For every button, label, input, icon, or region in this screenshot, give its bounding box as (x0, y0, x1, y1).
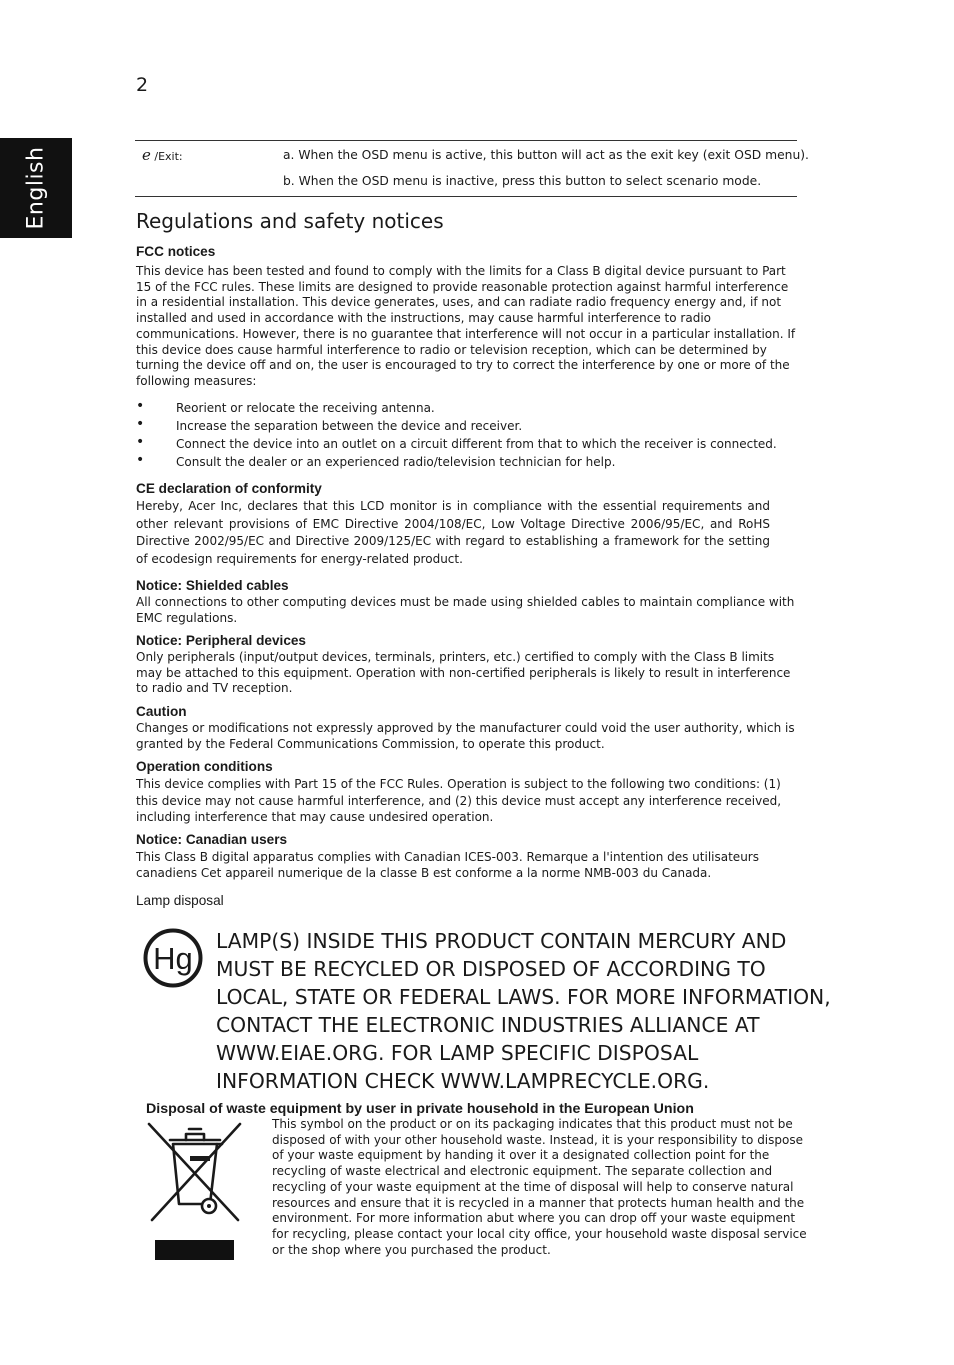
lamp-mercury-notice: LAMP(S) INSIDE THIS PRODUCT CONTAIN MERCURY AND MUST BE RECYCLED OR DISPOSED OF ACCORDING TO LOCAL, STATE OR FEDERAL LAWS. FOR MORE INFORMATION, CONTACT THE ELECTRONIC INDUSTRIES ALLIANCE AT WWW.EIAE.ORG. FOR LAMP SPECIFIC DISPOSAL INFORMATION CHECK WWW.LAMPRECYCLE.ORG. (216, 929, 831, 1093)
bullet-icon: • (136, 434, 145, 450)
bullet-icon: • (136, 398, 145, 414)
page-number: 2 (136, 74, 149, 96)
canadian-users-heading: Notice: Canadian users (136, 832, 288, 847)
list-item: • Consult the dealer or an experienced radio/television technician for help. (136, 452, 616, 469)
language-tab-label: English (23, 146, 49, 230)
list-item: • Connect the device into an outlet on a circuit different from that to which the receiver is connected. (136, 434, 777, 451)
peripheral-devices-body: Only peripherals (input/output devices, terminals, printers, etc.) certified to comply with the Class B limits may be attached to this equipment. Operation with non-certified peripherals is likely to result in interference to radio and TV reception. (136, 650, 791, 696)
fcc-notices-heading: FCC notices (136, 244, 216, 259)
bullet-icon: • (136, 416, 145, 432)
caution-heading: Caution (136, 704, 187, 719)
list-item: • Reorient or relocate the receiving antenna. (136, 398, 435, 415)
canadian-users-body: This Class B digital apparatus complies with Canadian ICES-003. Remarque a l'intention des utilisateurs canadiens Cet appareil numerique de la classe B est conforme a la norme NMB-003 du Canada. (136, 850, 759, 880)
osd-exit-key (142, 146, 183, 164)
fcc-measures-list (136, 399, 806, 471)
weee-disposal-heading: Disposal of waste equipment by user in private household in the European Union (146, 1101, 694, 1117)
lamp-disposal-heading: Lamp disposal (136, 893, 224, 908)
ce-declaration-heading: CE declaration of conformity (136, 481, 322, 496)
caution-body: Changes or modifications not expressly approved by the manufacturer could void the user authority, which is granted by the Federal Communications Commission, to operate this product. (136, 721, 795, 751)
list-item: • Increase the separation between the device and receiver. (136, 416, 523, 433)
language-tab (0, 138, 72, 238)
mercury-hg-icon (143, 928, 203, 988)
shielded-cables-heading: Notice: Shielded cables (136, 578, 289, 593)
weee-disposal-body: This symbol on the product or on its packaging indicates that this product must not be disposed of with your other household waste. Instead, it is your responsibility to dispose of your waste equipment by handing it over it a designated collection point for the recycling of waste electrical and electronic equipment. The separate collection and recycling of your waste equipment at the time of disposal will help to conserve natural resources and ensure that it is recycled in a manner that protects human health and the environment. For more information abut where you can drop off your waste equipment for recycling, please contact your local city office, your household waste disposal service or the shop where you purchased the product. (272, 1117, 807, 1257)
osd-exit-table (135, 140, 809, 197)
fcc-notices-body: This device has been tested and found to comply with the limits for a Class B digital device pursuant to Part 15 of the FCC rules. These limits are designed to provide reasonable protection against harmful interference in a residential installation. This device generates, uses, and can radiate radio frequency energy and, if not installed and used in accordance with the instructions, may cause harmful interference to radio communications. However, there is no guarantee that interference will not occur in a particular installation. If this device does cause harmful interference to radio or television reception, which can be determined by turning the device off and on, the user is encouraged to try to correct the interference by one or more of the following measures: (136, 264, 796, 388)
osd-exit-row-b: b. When the OSD menu is inactive, press this button to select scenario mode. (283, 174, 762, 188)
osd-exit-row-a: a. When the OSD menu is active, this button will act as the exit key (exit OSD menu). (283, 148, 809, 162)
ce-declaration-body: Hereby, Acer Inc, declares that this LCD monitor is in compliance with the essential requirements and other relevant provisions of EMC Directive 2004/108/EC, Low Voltage Directive 2006/95/EC, and RoHS Directive 2002/95/EC and Directive 2009/125/EC with regard to establishing a framework for the setting of ecodesign requirements for energy-related product. (136, 499, 770, 566)
crossed-out-wheelie-bin-icon (146, 1120, 244, 1262)
operation-conditions-heading: Operation conditions (136, 759, 273, 774)
section-title: Regulations and safety notices (136, 209, 444, 233)
e-key-icon: e (142, 146, 151, 164)
peripheral-devices-heading: Notice: Peripheral devices (136, 633, 306, 648)
bullet-icon: • (136, 452, 145, 468)
hg-icon-label: Hg (153, 941, 193, 976)
operation-conditions-body: This device complies with Part 15 of the FCC Rules. Operation is subject to the following two conditions: (1) this device may not cause harmful interference, and (2) this device must accept any interference received, including interference that may cause undesired operation. (136, 777, 782, 824)
osd-exit-key-label: /Exit: (154, 150, 183, 163)
shielded-cables-body: All connections to other computing devices must be made using shielded cables to maintain compliance with EMC regulations. (136, 595, 795, 625)
